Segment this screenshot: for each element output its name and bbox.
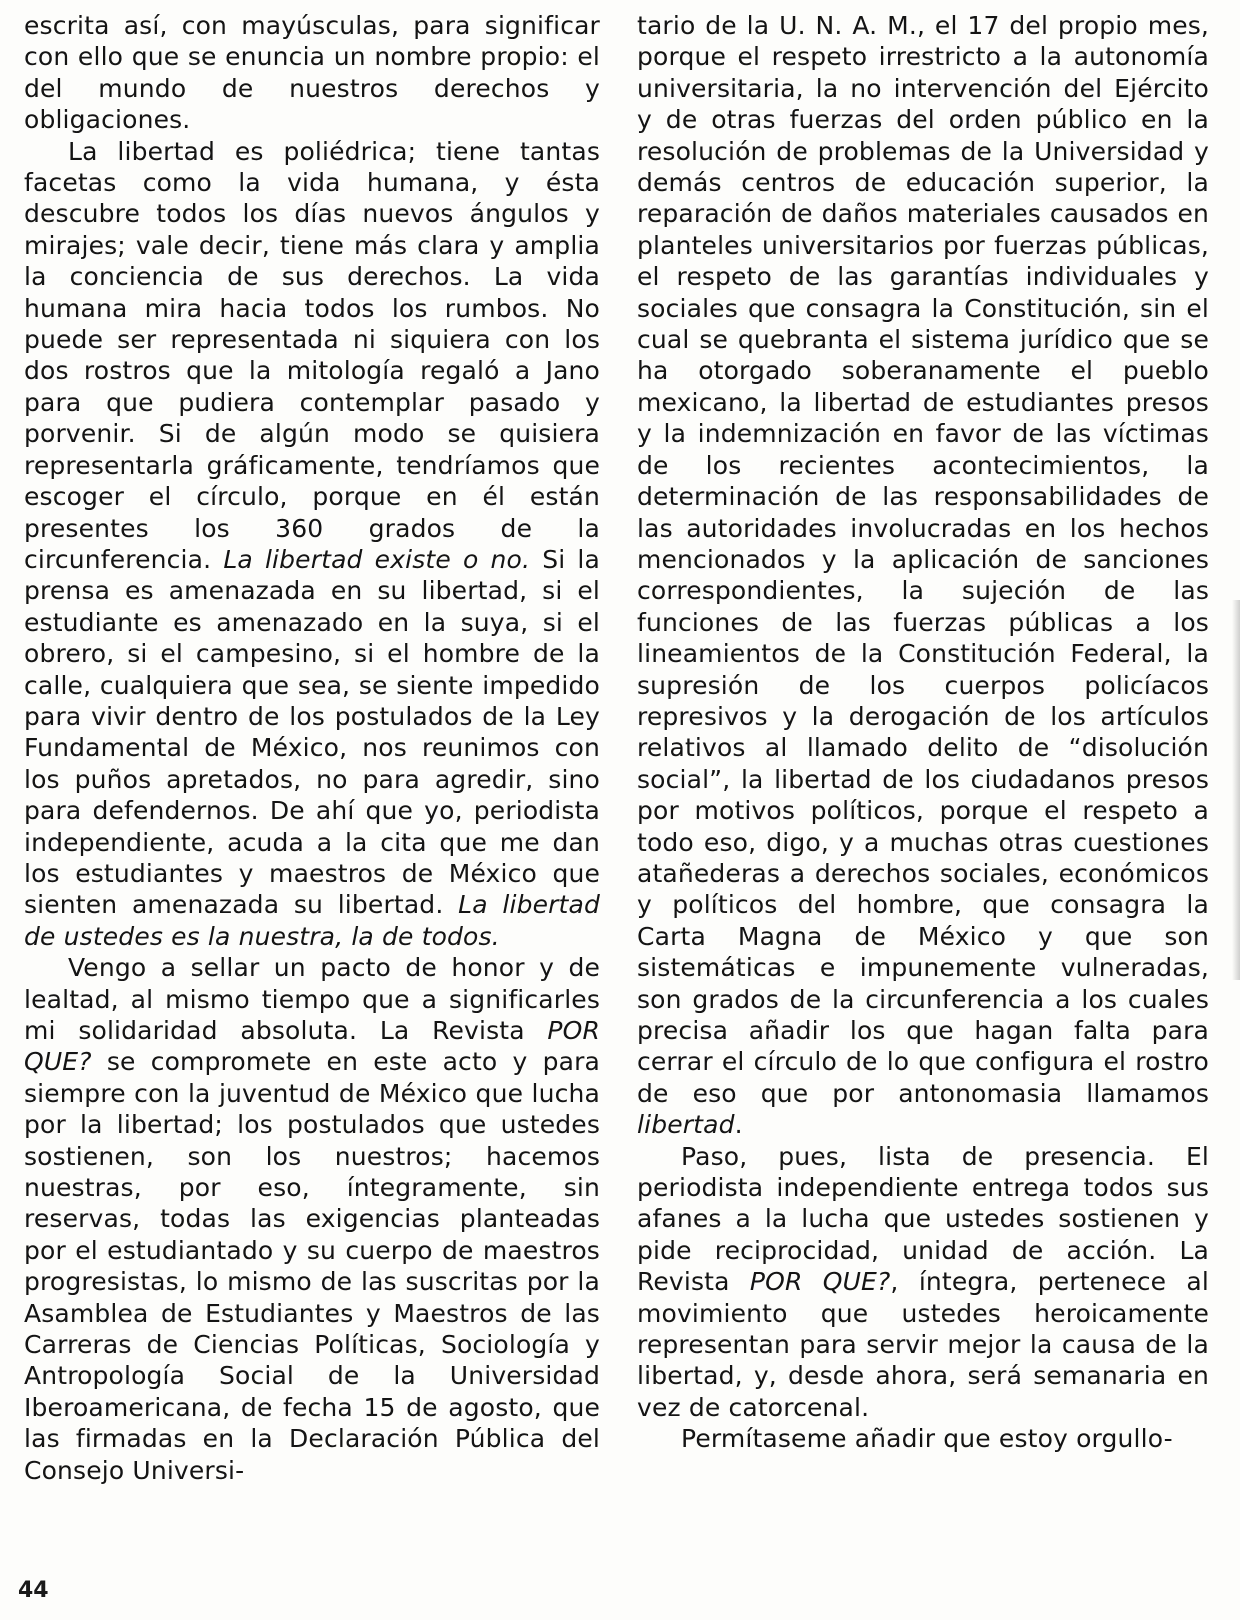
paragraph [24, 10, 600, 136]
italic-text: libertad [637, 1110, 735, 1140]
paragraph-text: Paso, pues, lista de presencia. El periodista independiente entrega todos sus afanes a la lucha que ustedes sostienen y pide reciprocidad, unidad de acción. La Revista [637, 1141, 1209, 1297]
paragraph [637, 10, 1209, 1141]
paragraph-text: se compromete en este acto y para siempre con la juventud de México que lucha por la libertad; los postulados que ustedes sostienen, son los nuestros; hacemos nuestras, por eso, íntegramente, sin reservas, todas las exigencias planteadas por el estudiantado y su cuerpo de maestros progresistas, lo mismo de las suscritas por la Asamblea de Estudiantes y Maestros de las Carreras de Ciencias Políticas, Sociología y Antropología Social de la Universidad Iberoamericana, de fecha 15 de agosto, que las firmadas en la Declaración Pública del Consejo Universi- [24, 1047, 600, 1485]
magazine-name: POR QUE? [749, 1267, 891, 1297]
paragraph-text: La libertad es poliédrica; tiene tantas facetas como la vida humana, y ésta descubre todos los días nuevos ángulos y mirajes; vale decir, tiene más clara y amplia la conciencia de sus derechos. La vida humana mira hacia todos los rumbos. No puede ser representada ni siquiera con los dos rostros que la mitología regaló a Jano para que pudiera contemplar pasado y porvenir. Si de algún modo se quisiera representarla gráficamente, tendríamos que escoger el círculo, porque en él están presentes los 360 grados de la circunferencia. [24, 136, 600, 574]
paragraph-text: Si la prensa es amenazada en su libertad, si el estudiante es amenazado en la suya, si el obrero, si el campesino, si el hombre de la calle, cualquiera que sea, se siente impedido para vivir dentro de los postulados de la Ley Fundamental de México, nos reunimos con los puños apretados, no para agredir, sino para defendernos. De ahí que yo, periodista independiente, acuda a la cita que me dan los estudiantes y maestros de México que sienten amenazada su libertad. [24, 544, 600, 920]
paragraph [24, 136, 600, 953]
paragraph-text: . [734, 1110, 743, 1140]
magazine-name: POR QUE? [24, 1016, 600, 1077]
paragraph-text: tario de la U. N. A. M., el 17 del propio mes, porque el respeto irrestricto a la autonomía universitaria, la no intervención del Ejército y de otras fuerzas del orden público en la resolución de problemas de la Universidad y demás centros de educación superior, la reparación de daños materiales causados en planteles universitarios por fuerzas públicas, el respeto de las garantías individuales y sociales que consagra la Constitución, sin el cual se quebranta el sistema jurídico que se ha otorgado soberanamente el pueblo mexicano, la libertad de estudiantes presos y la indemnización en favor de las víctimas de los recientes acontecimientos, la determinación de las responsabilidades de las autoridades involucradas en los hechos mencionados y la aplicación de sanciones correspondientes, la sujeción de las funciones de las fuerzas públicas a los lineamientos de la Constitución Federal, la supresión de los cuerpos policíacos represivos y la derogación de los artículos relativos al llamado delito de “disolución social”, la libertad de los ciudadanos presos por motivos políticos, porque el respeto a todo eso, digo, y a muchas otras cuestiones atañederas a derechos sociales, económicos y políticos del hombre, que consagra la Carta Magna de México y que son sistemáticas e impunemente vulneradas, son grados de la circunferencia a los cuales precisa añadir los que hagan falta para cerrar el círculo de lo que configura el rostro de eso que por antonomasia llamamos [637, 11, 1209, 1108]
right-text-column [637, 10, 1209, 1455]
italic-text: La libertad de ustedes es la nuestra, la de todos. [24, 890, 600, 951]
paragraph [637, 1423, 1209, 1454]
paragraph-text: escrita así, con mayúsculas, para significar con ello que se enuncia un nombre propio: el del mundo de nuestros derechos y obligaciones. [24, 11, 600, 135]
paragraph-text: , íntegra, pertenece al movimiento que ustedes heroicamente representan para servir mejor la causa de la libertad, y, desde ahora, será semanaria en vez de catorcenal. [637, 1267, 1209, 1422]
paragraph [637, 1141, 1209, 1424]
paragraph-text: Vengo a sellar un pacto de honor y de lealtad, al mismo tiempo que a significarles mi solidaridad absoluta. La Revista [24, 953, 600, 1045]
paragraph [24, 952, 600, 1486]
paragraph-text: Permítaseme añadir que estoy orgullo- [681, 1424, 1173, 1454]
scan-edge-shadow [1232, 600, 1240, 980]
italic-text: La libertad existe o no. [223, 544, 531, 574]
left-text-column [24, 10, 600, 1486]
page-number: 44 [18, 1578, 49, 1603]
